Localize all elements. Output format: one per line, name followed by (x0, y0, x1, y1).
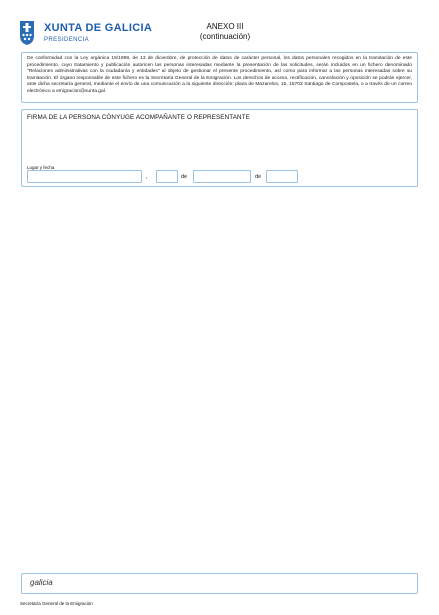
day-input[interactable] (156, 170, 178, 183)
place-date-label: Lugar y fecha (27, 165, 55, 170)
galicia-shield-icon (19, 20, 35, 46)
annex-heading (180, 22, 270, 42)
de-separator-2: de (255, 174, 262, 180)
place-input[interactable] (27, 170, 142, 183)
annex-title: ANEXO III (206, 22, 244, 31)
footer-panel (21, 573, 418, 594)
de-separator-1: de (181, 174, 188, 180)
year-input[interactable] (266, 170, 298, 183)
annex-subtitle: (continuación) (199, 32, 251, 41)
comma-separator: , (146, 174, 148, 180)
month-input[interactable] (193, 170, 251, 183)
footer-department: Secretaría General de la Emigración (20, 601, 93, 606)
data-protection-notice: De conformidad con la Ley orgánica 15/1999, de 13 de diciembre, de protección de datos de carácter personal, los datos personales recogidos en la tramitación de este procedimiento, cuyo tratamiento y publicación autoricen las personas interesadas mediante la presentación de las solicitudes, serán incluidos en un fichero denominado "Relaciones administrativas con la ciudadanía y entidades" al objeto de gestionar el presente procedimiento, así como para informar a las personas interesadas sobre su tramitación. El órgano responsable de este fichero es la Secretaría General de la Emigración. Los derechos de acceso, rectificación, cancelación y oposición se podrán ejercer, ante dicha secretaría general, mediante el envío de una comunicación a la siguiente dirección: plaza de Mazarelos, 15, 15703 Santiago de Compostela, o a través de un correo electrónico a emigracion@xunta.gal. (21, 52, 418, 103)
org-name: XUNTA DE GALICIA (44, 22, 153, 34)
org-subtitle: PRESIDENCIA (44, 37, 90, 43)
signature-title: FIRMA DE LA PERSONA CÓNYUGE ACOMPAÑANTE O REPRESENTANTE (27, 114, 250, 121)
footer-galicia-logo: galicia (30, 578, 53, 587)
